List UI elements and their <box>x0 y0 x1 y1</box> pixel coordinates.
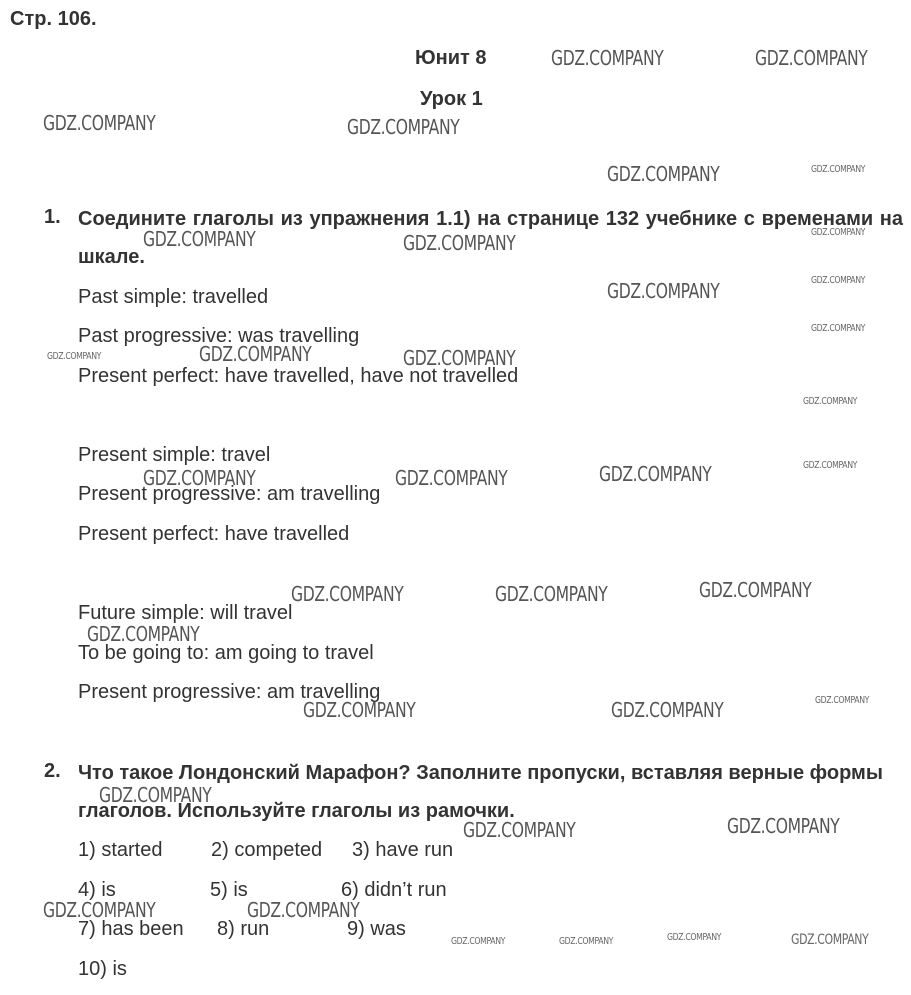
watermark: GDZ.COMPANY <box>451 936 506 947</box>
watermark: GDZ.COMPANY <box>811 275 866 286</box>
page-number: Стр. 106. <box>10 8 97 30</box>
answer-item: 5) is <box>210 879 248 901</box>
watermark: GDZ.COMPANY <box>395 466 508 490</box>
answer-item: 7) has been <box>78 918 184 940</box>
watermark: GDZ.COMPANY <box>143 227 256 251</box>
watermark: GDZ.COMPANY <box>811 227 866 238</box>
watermark: GDZ.COMPANY <box>495 582 608 606</box>
answer-item: 6) didn’t run <box>341 879 447 901</box>
watermark: GDZ.COMPANY <box>791 932 869 948</box>
task-2-number: 2. <box>44 760 61 782</box>
watermark: GDZ.COMPANY <box>607 279 720 303</box>
answer-item: 9) was <box>347 918 406 940</box>
watermark: GDZ.COMPANY <box>599 462 712 486</box>
task-1-text: Соедините глаголы из упражнения 1.1) на странице 132 учебнике с временами на шкале. <box>78 208 903 268</box>
watermark: GDZ.COMPANY <box>43 111 156 135</box>
answer-item: 2) competed <box>211 839 323 861</box>
answer-item: 10) is <box>78 958 127 980</box>
watermark: GDZ.COMPANY <box>143 466 256 490</box>
watermark: GDZ.COMPANY <box>247 898 360 922</box>
task-1-line: Future simple: will travel <box>78 602 293 624</box>
answer-item: 1) started <box>78 839 163 861</box>
watermark: GDZ.COMPANY <box>347 115 460 139</box>
watermark: GDZ.COMPANY <box>755 46 868 70</box>
task-1-line: Present progressive: am travelling <box>78 681 381 703</box>
answer-item: 3) have run <box>352 839 454 861</box>
answer-item: 8) run <box>217 918 270 940</box>
task-2-text: Что такое Лондонский Марафон? Заполните пропуски, вставляя верные формы глаголов. Используйте глаголы из рамочки. <box>78 762 883 822</box>
watermark: GDZ.COMPANY <box>303 698 416 722</box>
watermark: GDZ.COMPANY <box>607 162 720 186</box>
watermark: GDZ.COMPANY <box>403 346 516 370</box>
watermark: GDZ.COMPANY <box>87 622 200 646</box>
watermark: GDZ.COMPANY <box>815 695 870 706</box>
unit-title: Юнит 8 <box>415 47 487 69</box>
lesson-title: Урок 1 <box>420 88 483 110</box>
task-1-number: 1. <box>44 206 61 228</box>
watermark: GDZ.COMPANY <box>43 898 156 922</box>
task-1-line: Past progressive: was travelling <box>78 325 360 347</box>
watermark: GDZ.COMPANY <box>291 582 404 606</box>
watermark: GDZ.COMPANY <box>47 351 102 362</box>
task-1-line: To be going to: am going to travel <box>78 642 374 664</box>
answer-item: 4) is <box>78 879 116 901</box>
watermark: GDZ.COMPANY <box>99 783 212 807</box>
watermark: GDZ.COMPANY <box>727 814 840 838</box>
watermark: GDZ.COMPANY <box>199 342 312 366</box>
task-1-line: Past simple: travelled <box>78 286 269 308</box>
watermark: GDZ.COMPANY <box>699 578 812 602</box>
watermark: GDZ.COMPANY <box>611 698 724 722</box>
task-1-line: Present perfect: have travelled <box>78 523 350 545</box>
task-1-line: Present simple: travel <box>78 444 271 466</box>
watermark: GDZ.COMPANY <box>403 231 516 255</box>
watermark: GDZ.COMPANY <box>811 164 866 175</box>
task-1-line: Present perfect: have travelled, have not travelled <box>78 365 519 387</box>
task-1-line: Present progressive: am travelling <box>78 483 381 505</box>
watermark: GDZ.COMPANY <box>463 818 576 842</box>
watermark: GDZ.COMPANY <box>803 460 858 471</box>
watermark: GDZ.COMPANY <box>667 932 722 943</box>
watermark: GDZ.COMPANY <box>811 323 866 334</box>
watermark: GDZ.COMPANY <box>803 396 858 407</box>
watermark: GDZ.COMPANY <box>551 46 664 70</box>
watermark: GDZ.COMPANY <box>559 936 614 947</box>
